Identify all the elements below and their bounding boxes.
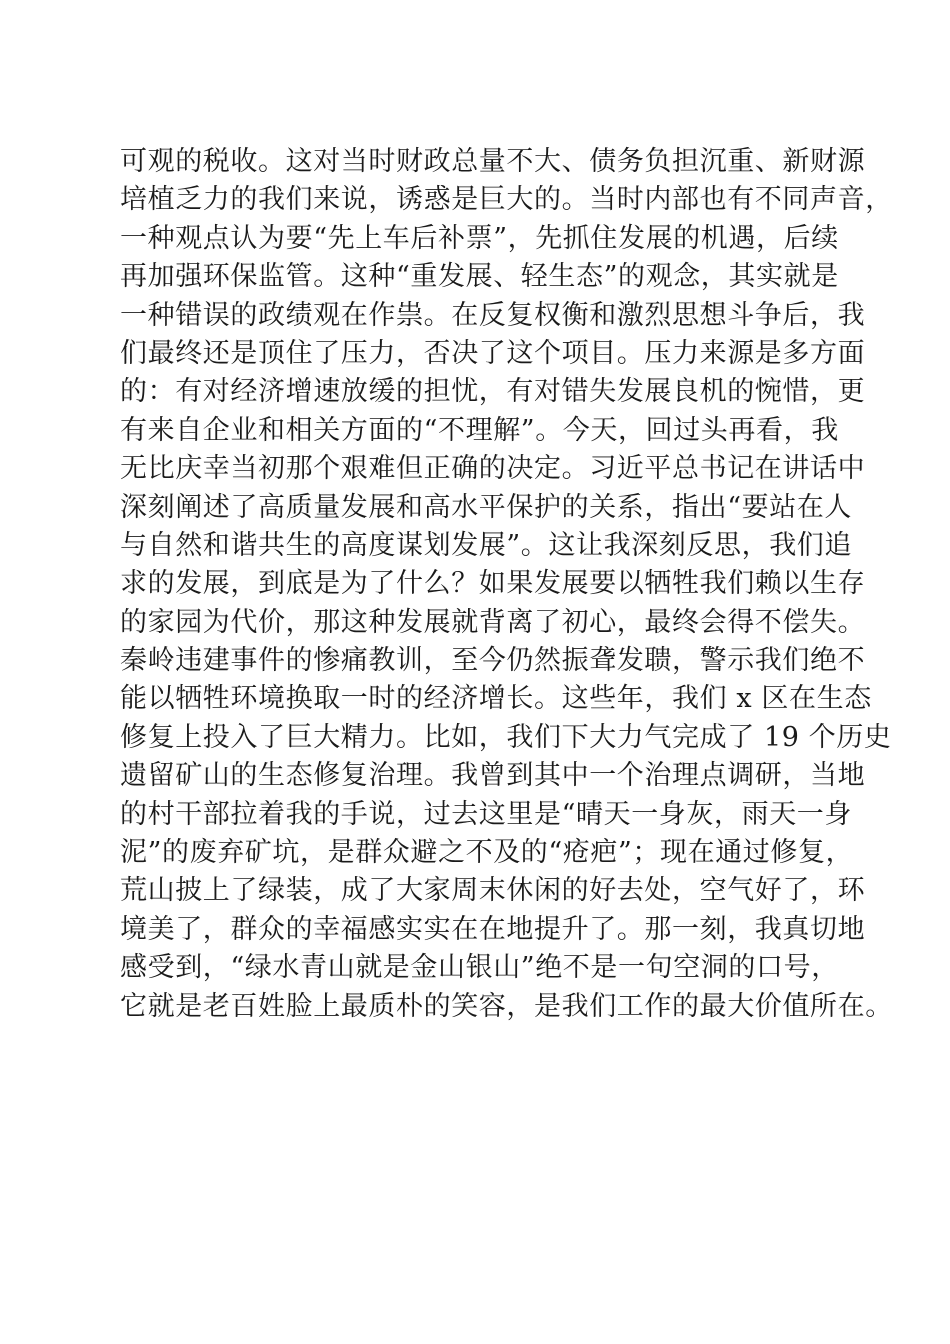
text-line: 与自然和谐共生的高度谋划发展”。这让我深刻反思，我们追 xyxy=(120,529,853,561)
text-line: 培植乏力的我们来说，诱惑是巨大的。当时内部也有不同声音， xyxy=(120,184,893,216)
text-line: 可观的税收。这对当时财政总量不大、债务负担沉重、新财源 xyxy=(120,146,866,177)
text-line: 的：有对经济增速放缓的担忧，有对错失发展良机的惋惜，更 xyxy=(120,376,866,408)
body-text xyxy=(120,143,893,1026)
text-line: 求的发展，到底是为了什么？如果发展要以牺牲我们赖以生存 xyxy=(120,568,866,600)
text-line: 能以牺牲环境换取一时的经济增长。这些年，我们 x 区在生态 xyxy=(120,683,872,715)
text-line: 修复上投入了巨大精力。比如，我们下大力气完成了 19 个历史 xyxy=(120,721,892,753)
text-line: 感受到，“绿水青山就是金山银山”绝不是一句空洞的口号， xyxy=(120,952,839,984)
text-line: 泥”的废弃矿坑，是群众避之不及的“疮疤”；现在通过修复， xyxy=(120,837,854,869)
text-line: 它就是老百姓脸上最质朴的笑容，是我们工作的最大价值所在。 xyxy=(120,990,893,1022)
text-line: 再加强环保监管。这种“重发展、轻生态”的观念，其实就是 xyxy=(120,261,839,293)
text-line: 的家园为代价，那这种发展就背离了初心，最终会得不偿失。 xyxy=(120,606,866,638)
text-line: 深刻阐述了高质量发展和高水平保护的关系，指出“要站在人 xyxy=(120,491,853,523)
text-line: 无比庆幸当初那个艰难但正确的决定。习近平总书记在讲话中 xyxy=(120,453,866,485)
text-line: 有来自企业和相关方面的“不理解”。今天，回过头再看，我 xyxy=(120,414,839,446)
text-line: 一种观点认为要“先上车后补票”，先抓住发展的机遇，后续 xyxy=(120,222,839,254)
text-line: 秦岭违建事件的惨痛教训，至今仍然振聋发聩，警示我们绝不 xyxy=(120,645,866,677)
text-line: 们最终还是顶住了压力，否决了这个项目。压力来源是多方面 xyxy=(120,337,866,369)
text-line: 境美了，群众的幸福感实实在在地提升了。那一刻，我真切地 xyxy=(120,913,866,945)
text-line: 的村干部拉着我的手说，过去这里是“晴天一身灰，雨天一身 xyxy=(120,798,853,830)
text-line: 遗留矿山的生态修复治理。我曾到其中一个治理点调研，当地 xyxy=(120,760,866,792)
text-line: 一种错误的政绩观在作祟。在反复权衡和激烈思想斗争后，我 xyxy=(120,299,866,331)
text-line: 荒山披上了绿装，成了大家周末休闲的好去处，空气好了，环 xyxy=(120,875,866,907)
